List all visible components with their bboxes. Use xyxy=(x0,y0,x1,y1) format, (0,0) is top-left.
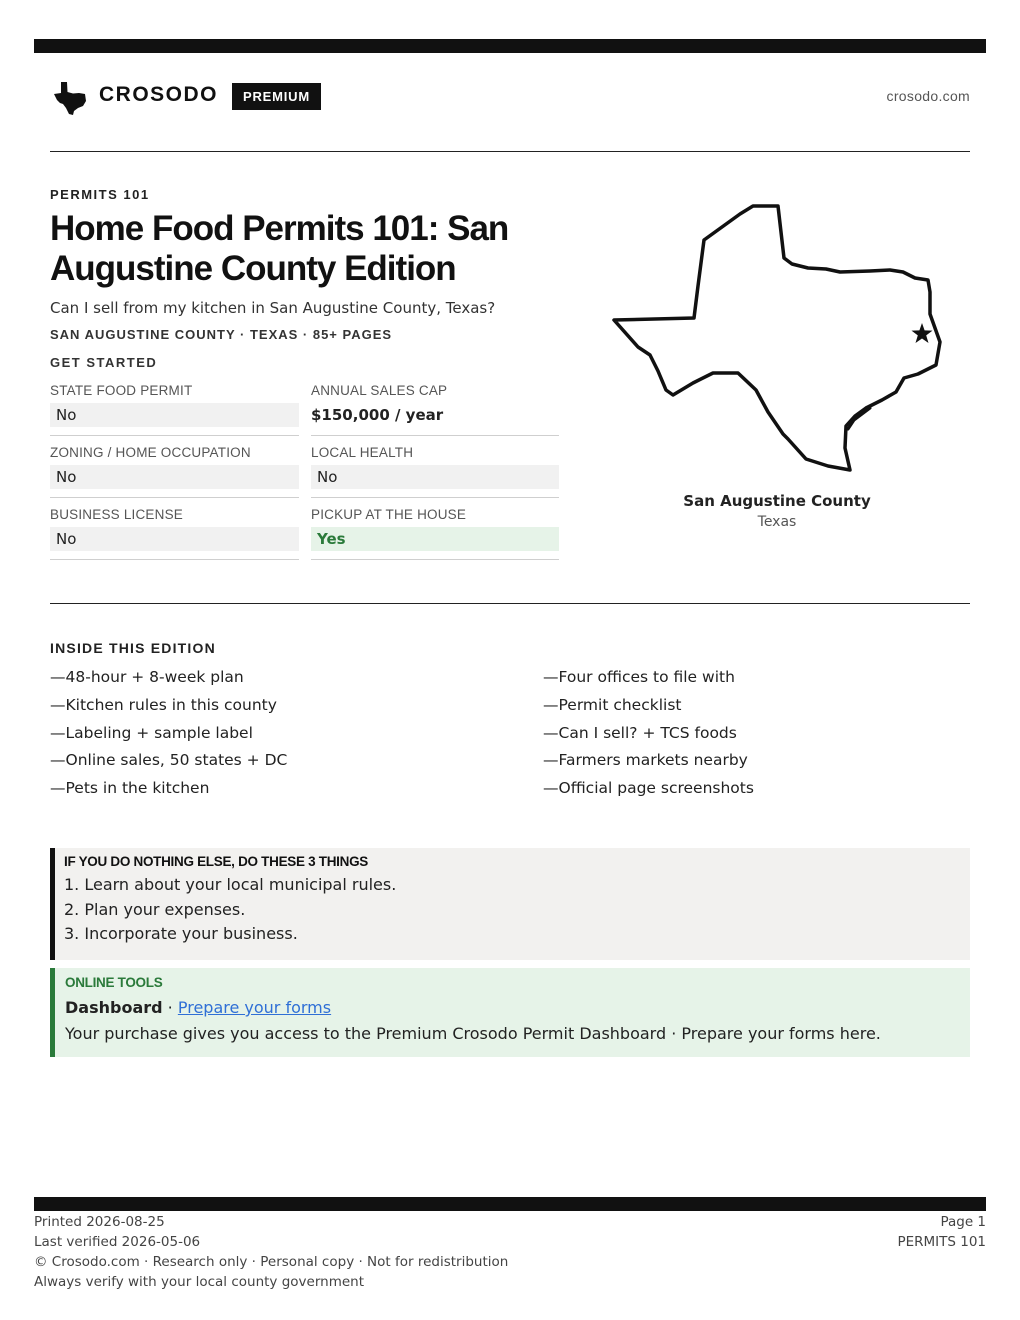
fact-business-license xyxy=(50,507,299,560)
fact-label: LOCAL HEALTH xyxy=(311,445,414,460)
texas-map xyxy=(610,202,945,474)
separator: · xyxy=(162,998,178,1017)
subtitle: Can I sell from my kitchen in San Augustine County, Texas? xyxy=(50,299,496,317)
callout-title: IF YOU DO NOTHING ELSE, DO THESE 3 THINGS xyxy=(64,854,368,869)
fact-annual-sales-cap xyxy=(311,383,559,436)
list-item: —48-hour + 8-week plan xyxy=(50,668,244,686)
list-item: —Four offices to file with xyxy=(543,668,735,686)
fact-value: No xyxy=(50,527,299,551)
online-tools-callout xyxy=(50,968,970,1057)
disclaimer: Always verify with your local county government xyxy=(34,1274,364,1290)
fact-value: No xyxy=(50,403,299,427)
list-item: —Labeling + sample label xyxy=(50,723,253,742)
footer-section: PERMITS 101 xyxy=(897,1234,986,1250)
list-item: —Official page screenshots xyxy=(543,779,754,798)
kicker: PERMITS 101 xyxy=(50,187,150,202)
list-item: 1. Learn about your local municipal rules. xyxy=(64,875,397,894)
prepare-forms-link[interactable]: Prepare your forms xyxy=(177,998,332,1017)
fact-label: ANNUAL SALES CAP xyxy=(311,383,448,398)
fact-label: ZONING / HOME OCCUPATION xyxy=(50,445,251,460)
star-icon xyxy=(912,323,933,343)
fact-value: $150,000 / year xyxy=(311,406,444,424)
list-item: —Pets in the kitchen xyxy=(50,779,210,798)
section-divider xyxy=(50,603,970,604)
tools-title: ONLINE TOOLS xyxy=(65,975,163,990)
printed-date: Printed 2026-08-25 xyxy=(34,1214,165,1230)
inside-edition-heading: INSIDE THIS EDITION xyxy=(50,640,216,656)
contents-list-left xyxy=(50,664,470,803)
site-url[interactable]: crosodo.com xyxy=(886,88,970,104)
list-item: —Permit checklist xyxy=(543,695,682,714)
texas-logo-icon xyxy=(52,80,88,116)
header xyxy=(52,80,970,116)
copyright: © Crosodo.com · Research only · Personal copy · Not for redistribution xyxy=(34,1254,509,1270)
list-item: —Kitchen rules in this county xyxy=(50,695,277,714)
fact-zoning xyxy=(50,445,299,498)
fact-state-food-permit xyxy=(50,383,299,436)
priority-callout xyxy=(50,848,970,960)
county-name: San Augustine County xyxy=(683,492,871,510)
list-item: —Farmers markets nearby xyxy=(543,751,748,770)
fact-value: No xyxy=(311,465,559,489)
footer-left xyxy=(34,1212,508,1292)
footer-right xyxy=(897,1212,986,1252)
verified-date: Last verified 2026-05-06 xyxy=(34,1234,201,1250)
get-started-heading: GET STARTED xyxy=(50,355,158,370)
county-state: Texas xyxy=(757,514,797,530)
fact-pickup-at-house xyxy=(311,507,559,560)
page-number: Page 1 xyxy=(940,1214,986,1230)
list-item: —Can I sell? + TCS foods xyxy=(543,723,737,742)
top-bar xyxy=(34,39,986,53)
header-divider xyxy=(50,151,970,152)
fact-label: PICKUP AT THE HOUSE xyxy=(311,507,467,522)
list-item: 3. Incorporate your business. xyxy=(64,924,298,944)
contents-list-right xyxy=(543,664,963,803)
texas-outline xyxy=(614,206,940,470)
premium-badge: PREMIUM xyxy=(232,83,321,110)
fact-grid xyxy=(50,383,559,560)
fact-label: STATE FOOD PERMIT xyxy=(50,383,193,398)
edition-meta: SAN AUGUSTINE COUNTY · TEXAS · 85+ PAGES xyxy=(50,327,393,342)
page-title: Home Food Permits 101: San Augustine County Edition xyxy=(50,209,509,288)
list-item: —Online sales, 50 states + DC xyxy=(50,751,288,770)
fact-local-health xyxy=(311,445,559,498)
priority-list xyxy=(64,873,970,947)
brand-name: CROSODO xyxy=(99,83,219,106)
fact-value: No xyxy=(50,465,299,489)
fact-label: BUSINESS LICENSE xyxy=(50,507,183,522)
footer-bar xyxy=(34,1197,986,1211)
dashboard-label: Dashboard xyxy=(65,998,163,1017)
tools-description: Your purchase gives you access to the Premium Crosodo Permit Dashboard · Prepare your forms here. xyxy=(65,1024,881,1043)
list-item: 2. Plan your expenses. xyxy=(64,899,246,919)
dashboard-line xyxy=(65,995,970,1021)
fact-value: Yes xyxy=(311,527,559,551)
